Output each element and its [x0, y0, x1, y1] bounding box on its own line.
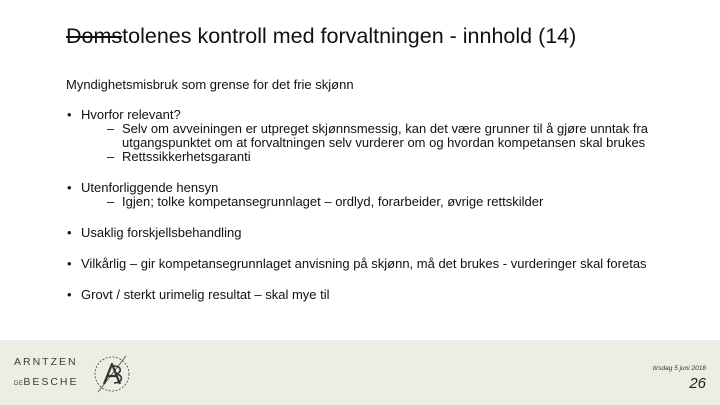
sub-text: Rettssikkerhetsgaranti — [122, 149, 251, 164]
sub-text: Igjen; tolke kompetansegrunnlaget – ordlyd, forarbeider, øvrige rettskilder — [122, 194, 544, 209]
slide-title-struck: Doms — [66, 24, 123, 48]
slide-date: tirsdag 5 juni 2018 — [652, 365, 706, 372]
bullet-text: Usaklig forskjellsbehandling — [81, 225, 242, 240]
slide-footer — [0, 340, 720, 405]
logo-line-1: ARNTZEN — [14, 356, 78, 368]
bullet-text: Hvorfor relevant? — [81, 107, 181, 122]
bullet-item — [66, 108, 686, 164]
page-number: 26 — [689, 375, 706, 392]
bullet-item — [66, 288, 686, 302]
logo-line-2-main: BESCHE — [23, 376, 79, 388]
sub-item — [81, 122, 686, 150]
sub-dash: – — [107, 149, 115, 164]
sub-dash: – — [107, 194, 115, 209]
bullet-item — [66, 257, 686, 271]
logo-line-2 — [14, 376, 79, 388]
slide-content — [66, 78, 686, 319]
sub-dash: – — [107, 121, 115, 136]
sub-item — [81, 150, 686, 164]
sub-item — [81, 195, 686, 209]
bullet-text: Grovt / sterkt urimelig resultat – skal mye til — [81, 287, 330, 302]
bullet-item — [66, 226, 686, 240]
sub-text: Selv om avveiningen er utpreget skjønnsmessig, kan det være grunner til å gjøre unntak fra utgangspunktet om at forvaltningen selv vurderer om og hvordan kompetansen skal brukes — [122, 121, 649, 150]
slide-subtitle: Myndighetsmisbruk som grense for det frie skjønn — [66, 77, 354, 92]
slide-title — [66, 24, 576, 49]
bullet-item — [66, 181, 686, 209]
logo-mark-icon — [90, 352, 134, 396]
logo-line-2-prefix: DE — [14, 381, 24, 387]
slide-title-rest: tolenes kontroll med forvaltningen - innhold (14) — [122, 24, 577, 48]
bullet-text: Vilkårlig – gir kompetansegrunnlaget anvisning på skjønn, må det brukes - vurderinger skal foretas — [81, 256, 647, 271]
bullet-text: Utenforliggende hensyn — [81, 180, 219, 195]
firm-logo — [14, 352, 134, 396]
